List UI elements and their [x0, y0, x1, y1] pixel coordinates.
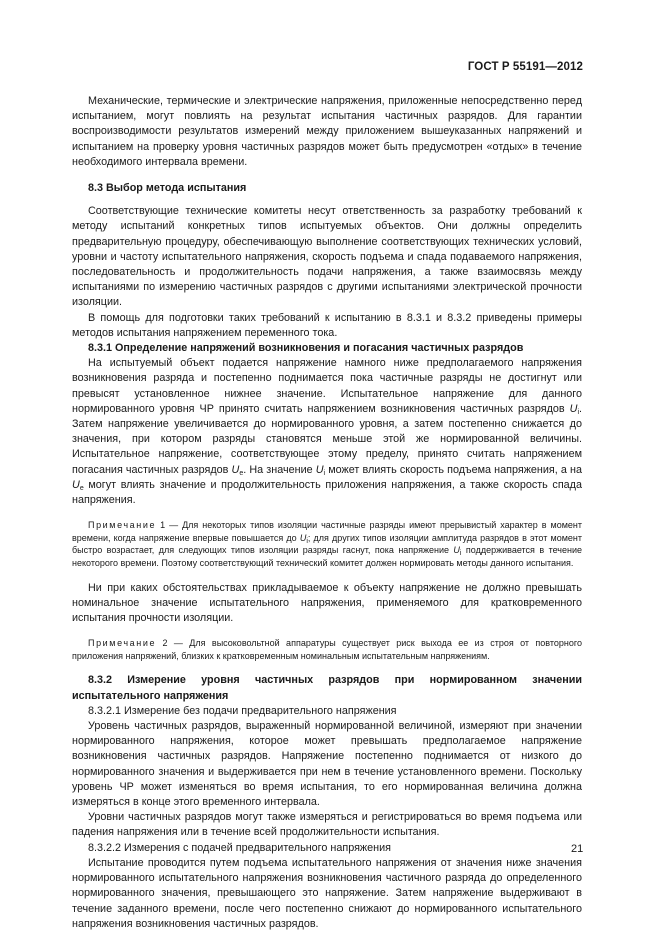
page-number: 21	[571, 843, 584, 855]
note-1: Примечание 1 — Для некоторых типов изоляции частичные разряды имеют прерывистый характер в момент времени, когда напряжение впервые повышается до $U_i$; для других типов изоляции амплитуда разрядов в этот момент быстро возрастает, для следующих типов изоляции разряды гаснут, пока напряжение $U_i$ поддерживается в течение некоторого времени. Поэтому соответствующий технический комитет должен нормировать методы данного испытания.	[72, 520, 582, 569]
document-body	[72, 94, 582, 932]
document-header: ГОСТ Р 55191—2012	[467, 61, 583, 73]
section-8-3-paragraph-1: Соответствующие технические комитеты несут ответственность за разработку требований к методу испытаний конкретных типов испытуемых объектов. Они должны определить предварительную процедуру, обеспечивающую выполнение соответствующих технических условий, уровни и частоту испытательного напряжения, скорость подъема и спада подаваемого напряжения, последовательность и продолжительность подачи напряжения, а также взаимосвязь между испытаниями по измерению частичных разрядов с другими испытаниями электрической прочности изоляции.	[72, 205, 582, 309]
section-8-3-1-paragraph-1: На испытуемый объект подается напряжение намного ниже предполагаемого напряжения возникновения разряда и постепенно поднимается пока частичные разряды не достигнут или превысят установленное нижнее значение. Испытательное напряжение для данного нормированного уровня ЧР принято считать напряжением возникновения частичных разрядов $U_i$. Затем напряжение увеличивается до нормированного уровня, а затем постепенно снижается до значения, при котором разряды становятся меньше этой же нормированной величины. Испытательное напряжение, соответствующее этому пределу, принято считать напряжением погасания частичных разрядов $U_e$. На значение $U_i$ может влиять скорость подъема напряжения, а на $U_e$ могут влиять значение и продолжительность приложения напряжения, а также скорость спада напряжения.	[72, 357, 582, 507]
section-8-3-2-1-paragraph-2: Уровни частичных разрядов могут также измеряться и регистрироваться во время подъема или падения напряжения или в течение всей продолжительности испытания.	[72, 811, 582, 839]
section-8-3-title: 8.3 Выбор метода испытания	[88, 182, 247, 195]
intro-paragraph: Механические, термические и электрические напряжения, приложенные непосредственно перед испытанием, могут повлиять на результат испытания частичных разрядов. Для гарантии воспроизводимости результатов измерений между приложением вышеуказанных напряжений и испытанием на проверку уровня частичных разрядов может быть предусмотрен «отдых» в течение необходимого интервала времени.	[72, 95, 582, 168]
section-8-3-1-paragraph-2: Ни при каких обстоятельствах прикладываемое к объекту напряжение не должно превышать номинальное значение испытательного напряжения, применяемого для кратковременного испытания прочности изоляции.	[72, 581, 582, 625]
section-8-3-2-2-paragraph-1: Испытание проводится путем подъема испытательного напряжения от значения ниже значения нормированного испытательного напряжения возникновения частичного разряда до определенного нормированного значения, превышающего это напряжение. Затем напряжение выдерживают в течение заданного времени, после чего постепенно снижают до нормированного испытательного напряжения возникновения частичных разрядов.	[72, 856, 582, 930]
section-8-3-2-1-title: 8.3.2.1 Измерение без подачи предварительного напряжения	[88, 704, 397, 717]
section-8-3-2-2-title: 8.3.2.2 Измерения с подачей предварительного напряжения	[88, 841, 391, 854]
note-2: Примечание 2 — Для высоковольтной аппаратуры существует риск выхода ее из строя от повторного приложения напряжений, близких к кратковременным номинальным испытательным напряжениям.	[72, 638, 582, 661]
section-8-3-1-title: 8.3.1 Определение напряжений возникновения и погасания частичных разрядов	[88, 342, 524, 355]
section-8-3-2-title: 8.3.2 Измерение уровня частичных разрядов при нормированном значении испытательного напряжения	[72, 674, 582, 702]
section-8-3-2-1-paragraph-1: Уровень частичных разрядов, выраженный нормированной величиной, измеряют при значении нормированного напряжения, которое может превышать предполагаемое напряжение возникновения частичных разрядов. Напряжение постепенно поднимается от низкого до нормированного значения и выдерживается при нем в течение установленного времени. Поскольку уровень ЧР может изменяться во время испытания, то его нормированная величина должна измеряться в конце этого временного интервала.	[72, 720, 582, 809]
section-8-3-paragraph-2: В помощь для подготовки таких требований к испытанию в 8.3.1 и 8.3.2 приведены примеры методов испытания напряжением переменного тока.	[72, 311, 582, 339]
